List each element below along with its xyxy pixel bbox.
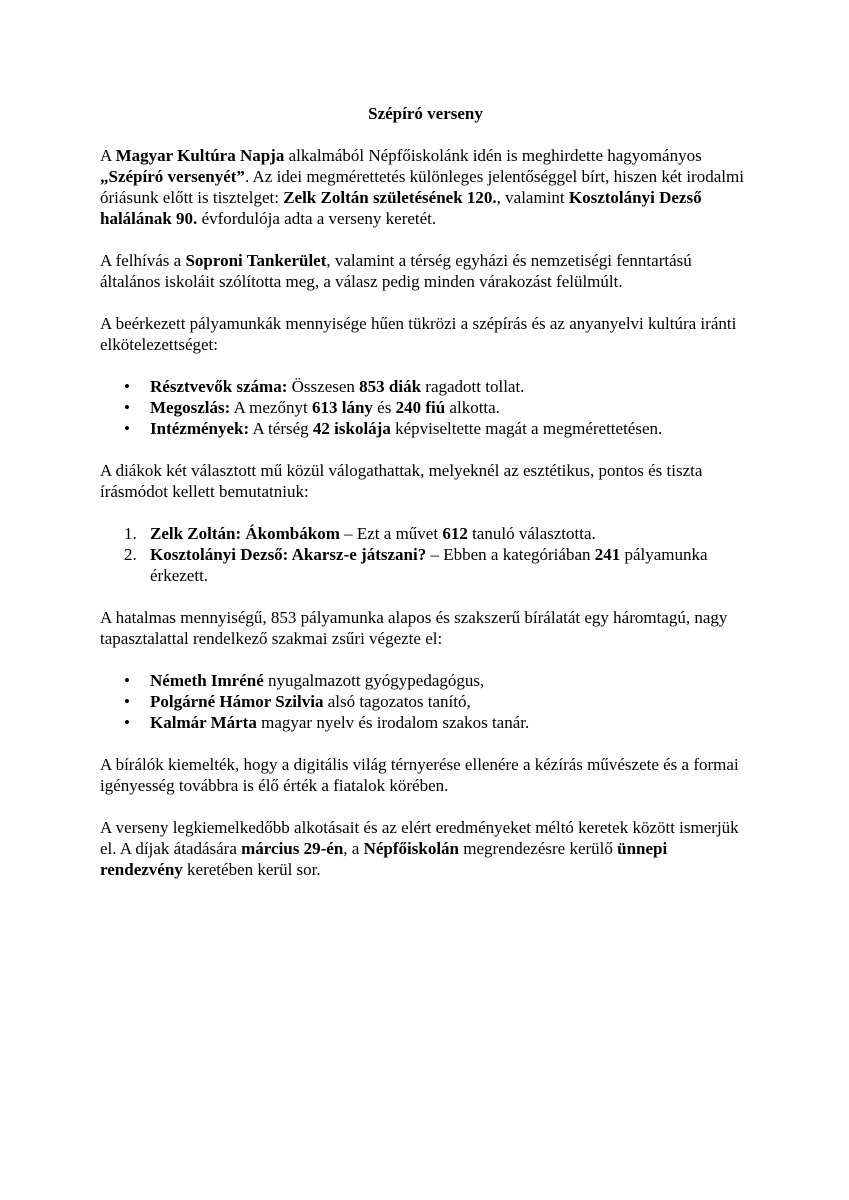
bullet-icon: • bbox=[124, 713, 130, 732]
paragraph-choice: A diákok két választott mű közül válogathattak, melyeknél az esztétikus, pontos és tiszta írásmódot kellett bemutatniuk: bbox=[100, 461, 703, 501]
list-item-text: Zelk Zoltán: Ákombákom – Ezt a művet 612 tanuló választotta. bbox=[150, 524, 596, 543]
paragraph-remark: A bírálók kiemelték, hogy a digitális világ térnyerése ellenére a kézírás művészete és a formai igényesség továbbra is élő érték a fiatalok körében. bbox=[100, 755, 739, 795]
stats-bullet-list bbox=[100, 376, 751, 439]
jury-bullet-list bbox=[100, 670, 751, 733]
list-item bbox=[100, 691, 751, 712]
list-number: 1. bbox=[124, 524, 137, 543]
works-numbered-list bbox=[100, 523, 751, 586]
bullet-icon: • bbox=[124, 398, 130, 417]
list-item bbox=[100, 670, 751, 691]
paragraph-call: A felhívás a Soproni Tankerület, valamint a térség egyházi és nemzetiségi fenntartású általános iskoláit szólította meg, a válasz pedig minden várakozást felülmúlt. bbox=[100, 251, 692, 291]
list-item-text: Polgárné Hámor Szilvia alsó tagozatos tanító, bbox=[150, 692, 471, 711]
list-item-text: Németh Imréné nyugalmazott gyógypedagógus, bbox=[150, 671, 485, 690]
bullet-icon: • bbox=[124, 377, 130, 396]
paragraph-jury-intro: A hatalmas mennyiségű, 853 pályamunka alapos és szakszerű bírálatát egy háromtagú, nagy tapasztalattal rendelkező szakmai zsűri végezte el: bbox=[100, 608, 728, 648]
bullet-icon: • bbox=[124, 692, 130, 711]
list-item-text: Kosztolányi Dezső: Akarsz-e játszani? – Ebben a kategóriában 241 pályamunka érkezett. bbox=[150, 545, 708, 585]
bullet-icon: • bbox=[124, 419, 130, 438]
list-item bbox=[100, 523, 751, 544]
list-item-text: Kalmár Márta magyar nyelv és irodalom szakos tanár. bbox=[150, 713, 530, 732]
list-item-text: Megoszlás: A mezőnyt 613 lány és 240 fiú alkotta. bbox=[150, 398, 500, 417]
list-item-text: Intézmények: A térség 42 iskolája képviseltette magát a megmérettetésen. bbox=[150, 419, 663, 438]
list-item bbox=[100, 397, 751, 418]
paragraph-closing: A verseny legkiemelkedőbb alkotásait és az elért eredményeket méltó keretek között ismerjük el. A díjak átadására március 29-én, a Népfőiskolán megrendezésre kerülő ünnepi rendezvény keretében kerül sor. bbox=[100, 818, 739, 879]
list-number: 2. bbox=[124, 545, 137, 564]
list-item-text: Résztvevők száma: Összesen 853 diák ragadott tollat. bbox=[150, 377, 525, 396]
list-item bbox=[100, 376, 751, 397]
paragraph-intro: A Magyar Kultúra Napja alkalmából Népfőiskolánk idén is meghirdette hagyományos „Szépíró versenyét”. Az idei megmérettetés különleges jelentőséggel bírt, hiszen két irodalmi óriásunk előtt is tisztelget: Zelk Zoltán születésének 120., valamint Kosztolányi Dezső halálának 90. évfordulója adta a verseny keretét. bbox=[100, 146, 744, 228]
bullet-icon: • bbox=[124, 671, 130, 690]
list-item bbox=[100, 544, 751, 586]
list-item bbox=[100, 418, 751, 439]
list-item bbox=[100, 712, 751, 733]
page-title: Szépíró verseny bbox=[368, 104, 483, 123]
paragraph-quantity: A beérkezett pályamunkák mennyisége hűen tükrözi a szépírás és az anyanyelvi kultúra iránti elkötelezettséget: bbox=[100, 314, 737, 354]
